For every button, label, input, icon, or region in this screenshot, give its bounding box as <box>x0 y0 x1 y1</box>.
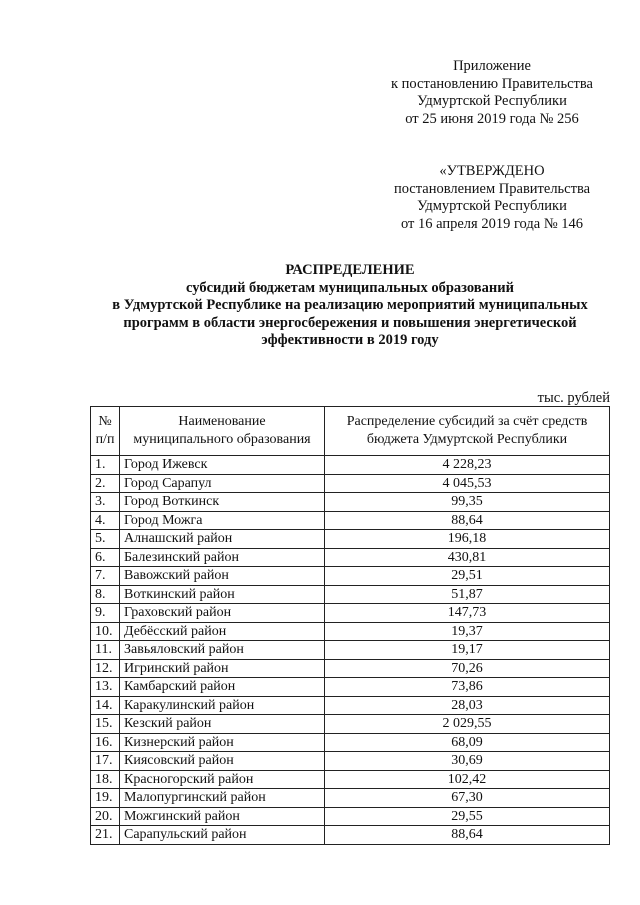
approved-block <box>372 163 612 233</box>
cell-name: Город Ижевск <box>120 456 325 475</box>
header-value-line-2: бюджета Удмуртской Республики <box>366 432 568 447</box>
cell-num: 2. <box>91 474 120 493</box>
cell-name: Красногорский район <box>120 770 325 789</box>
cell-value: 51,87 <box>325 585 610 604</box>
table-row <box>91 715 610 734</box>
table-row <box>91 641 610 660</box>
cell-num: 3. <box>91 493 120 512</box>
table-row <box>91 604 610 623</box>
cell-value: 2 029,55 <box>325 715 610 734</box>
approved-line-1: «УТВЕРЖДЕНО <box>439 163 545 179</box>
cell-value: 68,09 <box>325 733 610 752</box>
cell-value: 73,86 <box>325 678 610 697</box>
cell-num: 8. <box>91 585 120 604</box>
table-row <box>91 789 610 808</box>
header-num <box>91 407 120 456</box>
table-row <box>91 511 610 530</box>
title-heading: РАСПРЕДЕЛЕНИЕ <box>285 262 415 278</box>
cell-num: 5. <box>91 530 120 549</box>
cell-name: Игринский район <box>120 659 325 678</box>
cell-value: 99,35 <box>325 493 610 512</box>
cell-num: 13. <box>91 678 120 697</box>
cell-value: 147,73 <box>325 604 610 623</box>
cell-value: 88,64 <box>325 826 610 845</box>
cell-value: 4 228,23 <box>325 456 610 475</box>
cell-num: 17. <box>91 752 120 771</box>
cell-num: 15. <box>91 715 120 734</box>
title-line-3: программ в области энергосбережения и повышения энергетической <box>123 314 577 331</box>
cell-value: 70,26 <box>325 659 610 678</box>
cell-num: 18. <box>91 770 120 789</box>
cell-name: Малопургинский район <box>120 789 325 808</box>
cell-value: 29,51 <box>325 567 610 586</box>
cell-value: 29,55 <box>325 807 610 826</box>
table-row <box>91 678 610 697</box>
table-row <box>91 548 610 567</box>
cell-num: 12. <box>91 659 120 678</box>
cell-value: 30,69 <box>325 752 610 771</box>
cell-num: 9. <box>91 604 120 623</box>
approved-line-2: постановлением Правительства <box>393 180 591 197</box>
table-row <box>91 696 610 715</box>
header-name-line-2: муниципального образования <box>133 432 311 447</box>
header-name <box>120 407 325 456</box>
cell-name: Город Можга <box>120 511 325 530</box>
title-line-1: субсидий бюджетам муниципальных образований <box>186 279 514 296</box>
cell-name: Завьяловский район <box>120 641 325 660</box>
table-row <box>91 770 610 789</box>
table-row <box>91 456 610 475</box>
attachment-line-1: Приложение <box>453 58 531 74</box>
attachment-line-4: от 25 июня 2019 года № 256 <box>405 110 579 127</box>
cell-num: 11. <box>91 641 120 660</box>
table-row <box>91 622 610 641</box>
cell-name: Кизнерский район <box>120 733 325 752</box>
cell-num: 16. <box>91 733 120 752</box>
approved-line-3: Удмуртской Республики <box>417 198 567 214</box>
cell-value: 19,17 <box>325 641 610 660</box>
table-row <box>91 733 610 752</box>
header-num-line-1: № <box>98 414 112 429</box>
cell-num: 10. <box>91 622 120 641</box>
cell-num: 7. <box>91 567 120 586</box>
cell-name: Алнашский район <box>120 530 325 549</box>
cell-num: 20. <box>91 807 120 826</box>
cell-num: 21. <box>91 826 120 845</box>
title-line-2: в Удмуртской Республике на реализацию мероприятий муниципальных <box>112 297 588 313</box>
header-value <box>325 407 610 456</box>
table-header-row <box>91 407 610 456</box>
attachment-line-3: Удмуртской Республики <box>417 93 567 109</box>
attachment-line-2: к постановлению Правительства <box>391 75 593 92</box>
table-row <box>91 530 610 549</box>
cell-name: Граховский район <box>120 604 325 623</box>
table-row <box>91 474 610 493</box>
cell-value: 19,37 <box>325 622 610 641</box>
distribution-table <box>90 406 610 845</box>
cell-value: 88,64 <box>325 511 610 530</box>
cell-value: 430,81 <box>325 548 610 567</box>
cell-num: 6. <box>91 548 120 567</box>
table-row <box>91 826 610 845</box>
header-name-line-1: Наименование <box>178 414 266 429</box>
table-row <box>91 752 610 771</box>
table-row <box>91 567 610 586</box>
header-num-line-2: п/п <box>95 432 115 447</box>
cell-num: 14. <box>91 696 120 715</box>
cell-name: Камбарский район <box>120 678 325 697</box>
approved-line-4: от 16 апреля 2019 года № 146 <box>400 215 584 232</box>
document-title <box>60 262 640 350</box>
cell-name: Воткинский район <box>120 585 325 604</box>
cell-num: 4. <box>91 511 120 530</box>
cell-name: Балезинский район <box>120 548 325 567</box>
cell-value: 67,30 <box>325 789 610 808</box>
cell-value: 4 045,53 <box>325 474 610 493</box>
table-row <box>91 585 610 604</box>
header-value-line-1: Распределение субсидий за счёт средств <box>346 414 588 429</box>
cell-num: 1. <box>91 456 120 475</box>
cell-name: Дебёсский район <box>120 622 325 641</box>
attachment-block <box>372 58 612 128</box>
cell-name: Город Сарапул <box>120 474 325 493</box>
cell-name: Киясовский район <box>120 752 325 771</box>
cell-name: Можгинский район <box>120 807 325 826</box>
cell-name: Город Воткинск <box>120 493 325 512</box>
cell-name: Сарапульский район <box>120 826 325 845</box>
cell-name: Каракулинский район <box>120 696 325 715</box>
cell-name: Кезский район <box>120 715 325 734</box>
title-line-4: эффективности в 2019 году <box>261 332 439 348</box>
table-row <box>91 807 610 826</box>
cell-name: Вавожский район <box>120 567 325 586</box>
table-row <box>91 659 610 678</box>
cell-value: 28,03 <box>325 696 610 715</box>
cell-num: 19. <box>91 789 120 808</box>
table-row <box>91 493 610 512</box>
cell-value: 102,42 <box>325 770 610 789</box>
units-label: тыс. рублей <box>537 390 610 406</box>
cell-value: 196,18 <box>325 530 610 549</box>
